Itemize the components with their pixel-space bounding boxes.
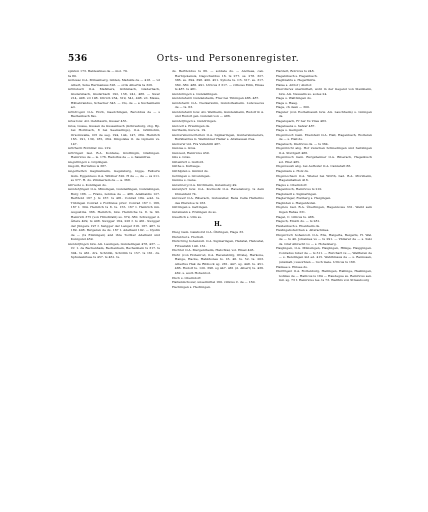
entry-text: Heidenbach s. Ebenheim ds.	[276, 223, 321, 228]
entry-headword: Gandshfingen	[68, 187, 90, 192]
index-column-2	[172, 69, 264, 289]
entry-headword: Hagnau	[276, 205, 289, 210]
entry-text: O.A. Biberach, Gutsweller, Bens Cella Halterino des Pfersdoe ts 163.	[174, 196, 264, 205]
entry-text: Gunzse s. Göss.	[172, 146, 197, 151]
entry-text: Hegibiahts s. Hegertkiris.	[276, 78, 317, 83]
entry-text: Göss, Gusse, Gussen de Gussenbach (Göhreshurg, zbg. Bp. bei Hornbach, 8 bei Seemarings), O.A. Göhlhohin, Orsoinwalle, Ort de seg. 194, 144, 147, 284. Heinrich 163. 191, 139, 185, 264. Dingolska O. de Lipheim vs. 147.	[68, 123, 160, 146]
entry-text: O.A. Mergentheim, Habchtal, vol. Eliset 403.	[185, 248, 255, 253]
entry-text: bzw. AO. Oehlbaurn, Gusser 455.	[76, 119, 128, 124]
entry-text: bzw. AG. Weilheim, Gundelsheim, Rudolf & A. und Rudolf gen. Gundeli von — 486.	[174, 109, 264, 119]
index-entry	[172, 133, 264, 142]
entry-headword: Gundelfingen	[68, 241, 89, 246]
entry-text: Gem. Gaishorst O.A. Öhringen, Hage 33.	[181, 230, 245, 235]
entry-text: Güthe s. Kuttsage.	[172, 164, 201, 169]
index-entry	[276, 146, 372, 155]
entry-text: Halse s. Altrof / Alsriof.	[276, 82, 313, 87]
entry-text: unermittelt, wohl in der Gegend von Steinheim, bzw. AG. Neusalm ss. sodes 24.	[278, 87, 372, 96]
entry-headword: Göss	[68, 119, 76, 124]
entry-text: Gurlheim, hure ts. 19.	[172, 128, 207, 133]
entry-headword: Gunterskunnerhelten	[172, 132, 206, 137]
entry-text: spiidon 173. Baldewines de — mol. 79.	[68, 69, 128, 73]
entry-text: Hage s. Haag.	[276, 100, 298, 105]
index-entry	[172, 239, 264, 248]
entry-text: bad. B.A. Überlingen, Hagennowe 331. Weild sein Ingen Rahse 331.	[278, 205, 372, 214]
index-entry	[172, 101, 264, 110]
index-entry	[276, 269, 372, 283]
index-column-3	[276, 69, 372, 283]
running-title: Orts- und Personenregister.	[156, 54, 300, 64]
index-entry	[68, 187, 160, 242]
index-entry	[172, 69, 264, 92]
entry-text: Hechingen s. Hechingen.	[172, 284, 212, 289]
index-entry	[276, 205, 372, 214]
entry-text: lsel. B.A. Kontane, Gösttingin, Gtsdingen. Heinricus de — is. 176. Radolfus de — s. Salemfres.	[70, 150, 160, 160]
entry-text: hohenzoll. O.A. Ebs, Haigerla, Beigerls, H. Wal. de — ts 40. Johannes vs — ts 291. — Vüllerer de — s. Sulz ds. Graf Albrecht vo — s. Hohenberg.	[278, 232, 373, 246]
entry-text: Gaglisslnaim, Gegslsbsrg, bigge, Felbsrw Gsm. Eggenreuo O.A. Wiblber 320. H de —, de — ss 211. ss 377. H. ds. Zimmerlein de — a. 368.	[70, 169, 160, 183]
entry-text: (von Hohenrod, O.A. Ravensbürg, Ottsle), Harkone, Hange, Hacke, Hahkhones ts. 16. 46. ts. 52. ts. 203. Albertus Hak de Ribhock sg. 281. 447. sg. 448. ts. 451. 486. Rudolf ts. 120. 398. sg 447. 481 (d. Albert) ts. 436. 462. s. auch Hohenrod.	[174, 252, 264, 275]
index-entry	[276, 246, 372, 264]
entry-headword: Haigerloch	[276, 232, 294, 237]
entry-text: Gem. Burgsheimer O.A. Biberach, Hagenbuch sol. Eliet 485.	[278, 155, 373, 164]
entry-text: Haginden s. Haigenhofen.	[276, 200, 317, 205]
entry-text: s. Konlingen ds.	[82, 182, 107, 187]
index-entry	[68, 124, 160, 147]
entry-text: Rottdrar. ms. 219.	[83, 146, 112, 151]
entry-headword: Guntersl	[172, 141, 186, 146]
entry-text: s. Göplingen.	[87, 159, 109, 164]
entry-text: Hagel, C. villicus ts. 486.	[276, 214, 315, 219]
entry-headword: Gutenberg	[172, 182, 189, 187]
entry-text: Hagebach, Dietricus ds. — ts 364.	[276, 141, 329, 146]
index-entry	[276, 133, 372, 142]
entry-headword: Gundelsheim	[172, 96, 193, 101]
entry-headword: Hachtel	[172, 248, 185, 253]
entry-text: abg. bei Aufhofer O.A. Cannstatt 86.	[295, 164, 352, 169]
entry-text: O.A. Wiebel bei Wörth, bad. B.A. Pforzheim, Hagenshalben 416.	[278, 173, 372, 183]
entry-text: Hagenbuch, Heinricus ts 210.	[276, 187, 323, 192]
entry-text: O.A. Rottenburg, Hailingen, Hallinge, Hashingen, nobiles de — Hailicus is 184 — Haudegue ss. Reinricus sen. mil. sg. 73 f. Heinricus tes. ts 73. Walthrs von Strassbourg	[278, 269, 372, 283]
entry-text: Hage s. Gedigurt.	[276, 128, 304, 133]
entry-text: Güthlpfen s. Gmünd ds.	[172, 169, 209, 174]
entry-headword: Haitlingen	[276, 269, 293, 274]
entry-text: ta 80.	[68, 73, 77, 78]
entry-text: Hagsmare s. Holz ds.	[276, 169, 309, 174]
index-entry	[172, 110, 264, 119]
index-entry	[172, 196, 264, 205]
entry-text: Hage s. Waltbingen ds.	[276, 96, 312, 101]
entry-text: Hagsler (von Eschelbaush bzw. AG. Lauchheim) s. Liningen ds.	[276, 109, 372, 119]
entry-headword: Gilrucke	[68, 182, 82, 187]
entry-headword: Hagenbach	[276, 132, 294, 137]
entry-text: Hegebibach s. Hegenbach.	[276, 73, 318, 78]
index-entry	[276, 233, 372, 247]
entry-text: Gundelsheim, Frav bei Tübingen 486. 487.	[193, 96, 260, 101]
entry-text: Gwerlich s. Ulm ss.	[172, 214, 202, 219]
entry-headword: Hahn	[172, 252, 181, 257]
entry-headword: Gagelhelten	[68, 169, 87, 174]
entry-headword: Hagenbichi	[276, 146, 294, 151]
entry-text: Hagelspach, Fr ber Vs Vlies 483.	[276, 119, 327, 124]
entry-headword: Gutzweil	[172, 196, 186, 201]
entry-text: Güs s. Göss.	[172, 155, 191, 160]
entry-headword: Gundelingen	[172, 91, 192, 96]
entry-headword: Gandsheim	[172, 100, 190, 105]
entry-text: Gunme s. Gene.	[172, 178, 197, 183]
entry-text: Gem. Ebersfeld O.A. Hall, Hagenbach, Wolteren de — s. Hall ds.	[278, 132, 372, 142]
page-header	[68, 54, 388, 66]
entry-text: ds. Bertholdus ts 66. — soldate ds. — Andreas, can. Herbipolensis, Dagochardus 16. ts 277. ss. 278. 327. 386. ss. 394. 398. 400. 451. Sybote ts. C3. 317. ss. 317. 360. 380. 486. 491. Ulricus 3 317. — vittsces Eilin, Elisse ts 487. ts 481.	[172, 69, 264, 92]
entry-text: Hagebaens s. Salvar 487.	[276, 123, 316, 128]
entry-text: Güttingen s. Gettingen.	[172, 205, 209, 210]
entry-headword: Hagenachsen	[276, 173, 298, 178]
letter-heading: H.	[214, 221, 222, 229]
index-entry	[276, 87, 372, 96]
entry-text: Hagleringer, Rudberg s. Haigingen.	[276, 196, 332, 201]
entry-text: O.A. Mirsenberg, Gilden, Mahulfe de — 418. — vd Albert, Soke Hermanuss 326. — ords Albertis ta 326.	[70, 78, 160, 87]
entry-text: s. Gundelfingen.	[192, 91, 218, 96]
entry-text: Gugolli, Burratius is 387.	[68, 164, 107, 169]
entry-headword: Haag	[172, 230, 181, 235]
index-entry	[276, 174, 372, 183]
entry-text: O.A. Minsingen, Gundelfingen, Gundelingen, Burg 186. — Frans, nobilsa de — 486. Adelhaidis 127. Berthold 167 J. ts 167. ts 481. Conrad 184. eold. ts. Tübingen Conrad s Fordfeiss prior. Conrad 167 I. 166, 167 I. 304. Heinrich ts 8. ts. 155. 167 I. Heinrich mn. Augustins. 366. Heinrich, bzw. Heinriche ts. 8. ts. 90. Heinrich 375 (von Hirschfahl) ss. 379, 380. Schwigger d. Ältere 409, ts 408. Swigger 164, 226 f. ts 461. Swigger der Jüngere 197 f. Swigger der Langer 316. 167. 487. ts 189. 408. Bsrgaren de ds. 167 I. Adelhaid 192. — Dystin de — (ts Embingen) and ihre Tochter Adelhaid und Kunigund 459.	[70, 187, 161, 242]
entry-text: Hagsch, Emich ds. — ts 281.	[276, 219, 321, 224]
entry-headword: Gutenfurt	[172, 187, 188, 192]
entry-headword: Hagenbuch	[276, 155, 294, 160]
entry-text: Haltenmchover, unsermittel 160. villicus C. de — 160.	[172, 280, 256, 285]
entry-text: s. Gundringen.	[193, 119, 217, 124]
entry-text: s. Ersslingen ds.	[184, 123, 211, 128]
entry-text: Heidngehoferchen s. Altsrachikes.	[276, 228, 330, 233]
entry-headword: Göhdrogen	[68, 109, 86, 114]
entry-headword: Gandelfingen	[172, 119, 193, 124]
entry-text: Hagus s. Oberndorf.	[276, 182, 308, 187]
index-entry	[172, 187, 264, 196]
index-entry	[68, 151, 160, 160]
index-entry	[276, 155, 372, 164]
entry-text: vid. Fra Vsllehrill 487.	[186, 141, 221, 146]
index-entry	[68, 78, 160, 87]
entry-headword: Göttheim	[68, 146, 83, 151]
entry-text: bzw. AG. Lauingen, Gundelingen 478, 437. — Cr. 1. de Bechenham, Bechenhein, Bechenhein ts 317. ts 304. ts 461. drs. Schöllin, Schöllin ts 157. ts 161. ds. Sphuleskrisse ts 457. ts 461. ts.	[70, 241, 161, 260]
index-column-1	[68, 69, 160, 260]
page-number: 536	[68, 54, 88, 64]
entry-text: Gutsmann s. Erslingen ds ss.	[172, 209, 217, 214]
entry-text: O.A. Kirchheim, Gutenberg 49.	[189, 182, 238, 187]
entry-headword: Hack	[172, 275, 181, 280]
entry-text: O.A. Horb, Gaedchingen, Berobbus de — s Bachenbach 8ss.	[70, 109, 160, 119]
index-entry	[172, 215, 264, 220]
entry-text: hohenzull. O.A. Sigmaringen, Habstal, Habostal, Friwarahb 149. 161.	[174, 239, 264, 248]
entry-text: O.A. Mahlbers, Göhlsbach, Gisderbach, Gisdersbach, Gisdsrbach 192, 158, 241, 486. — Swer 214, 498. vd 198. Ullrich 254, 319, 541, 498. vd. Mawe, Hilbebrandus, Schecher 343. — Cls, de — a Suchenheim ad.	[70, 87, 160, 110]
index-entry	[68, 242, 160, 260]
entry-text: Hailsee s. Ehlsee ds.	[276, 264, 308, 269]
entry-headword: Gollasse	[68, 78, 81, 83]
entry-headword: Haerdieres	[276, 87, 294, 92]
entry-text: s. Hochstl.	[187, 234, 205, 239]
entry-text: Gotlingen s. Grosningen.	[172, 173, 211, 178]
entry-text: Hage, ch desn — 300.	[276, 105, 310, 110]
entry-headword: Gunzell	[172, 123, 184, 128]
entry-text: s. Oberndorf.	[181, 275, 202, 280]
entry-text: Gunzeut, Heinricus 459.	[172, 150, 210, 155]
entry-headword: Gundelsheim	[172, 109, 193, 114]
entry-text: Hagisnadt s. Sigmaringen.	[276, 191, 318, 196]
index-entry	[68, 169, 160, 183]
index-entry	[172, 253, 264, 276]
entry-text: bzw. O.A. Kochsohl O.A. Ravensburg, ts dem Ulmenfeld 74.	[174, 187, 265, 196]
entry-headword: Hagenwash	[276, 164, 295, 169]
index-entry	[68, 110, 160, 119]
entry-text: O.A. Neckarsulm, Gundolfesheim. Lubowecus de — ts. 63.	[174, 100, 265, 110]
entry-text: abg. Hof zwischen Schnedingen und Seitzingen O.A. Stuttgart 486.	[278, 146, 373, 155]
entry-text: Hardert, Bolricus ts 248.	[276, 69, 315, 73]
entry-text: Haigingen, O.A. Münsingen, Haigingen, Hlläge, Haiggingen. Conradus Iuber de — ts 311. — Burchart vs —, Walfferen de — s. Bendingen ind ed. 415. Wehlhmaus de — s. Rennssen, (unsmatl.) ussorhien — ruch mele. Ulricus ts 168.	[276, 246, 372, 264]
index-entry	[276, 110, 372, 119]
index-entry	[68, 87, 160, 110]
entry-headword: Göttingen	[68, 150, 84, 155]
entry-headword: Habsbhal	[172, 234, 187, 239]
entry-headword: Habiching	[172, 239, 188, 244]
entry-headword: Göhlsbach	[68, 87, 85, 92]
entry-text: Gütenfurt s. Gulford.	[172, 159, 205, 164]
entry-headword: Gugullingen	[68, 159, 87, 164]
entry-text: O.A. Sigmaringen, Gunterskunerers, Burkhardus G. Waitinbner Haller s. Altshausen fres.	[174, 132, 265, 142]
index-entry	[172, 285, 264, 290]
